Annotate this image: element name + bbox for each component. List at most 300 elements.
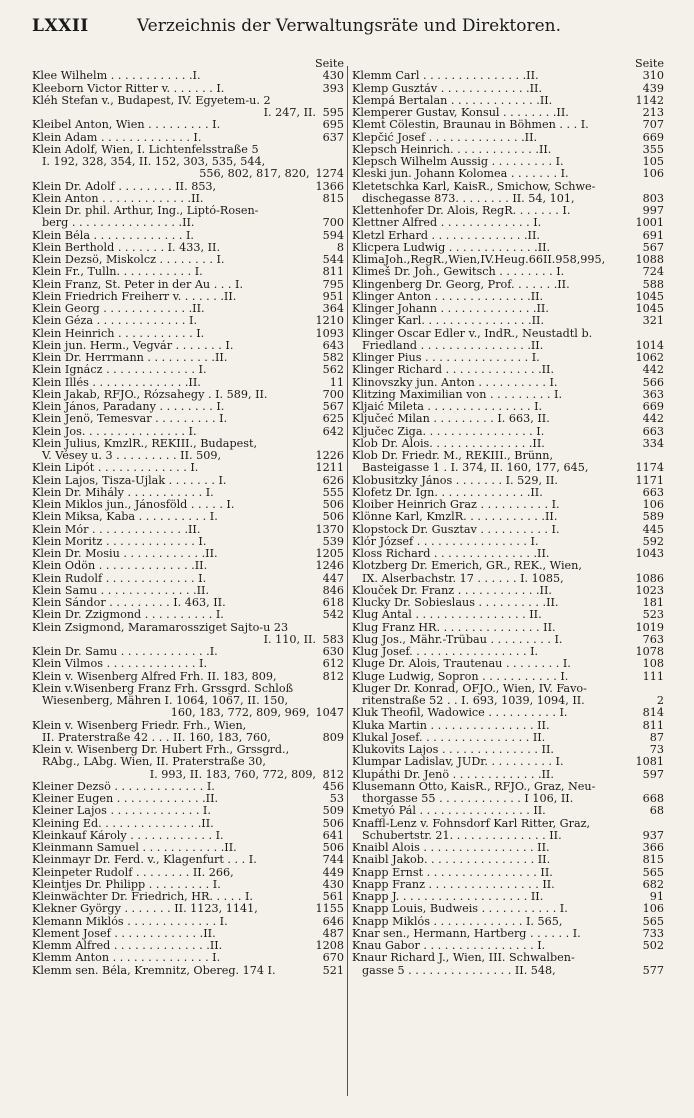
entry-page <box>316 744 344 756</box>
entry-page: 846 <box>322 584 344 597</box>
entry-page: 663 <box>642 486 664 499</box>
entry-text: Klein v. Wisenberg Dr. Hubert Frh., Grssgrd., <box>32 744 290 756</box>
entry-text: Knau Gabor . . . . . . . . . . . . . . . . I. <box>352 940 546 952</box>
index-entry <box>352 818 664 830</box>
entry-page: 566 <box>642 376 664 389</box>
index-entry <box>32 536 344 548</box>
entry-text: Klein v.Wisenberg Franz Frh. Grssgrd. Schloß <box>32 682 294 695</box>
entry-page: 87 <box>649 731 664 744</box>
entry-text: I. 247, II. <box>263 107 316 119</box>
entry-page <box>316 438 344 450</box>
entry-text: RAbg., LAbg. Wien, II. Praterstraße 30, <box>42 756 266 769</box>
entry-text: Knaur Richard J., Wien, III. Schwalben- <box>352 952 575 965</box>
entry-page: 1023 <box>635 584 664 597</box>
entry-text: Kljaić Mileta . . . . . . . . . . . . . . . I. <box>352 401 543 413</box>
entry-text: Klotzberg Dr. Emerich, GR., REK., Wien, <box>352 560 582 573</box>
index-entry <box>32 315 344 327</box>
entry-text: Klein Illés . . . . . . . . . . . . . .II. <box>32 376 201 389</box>
index-entry <box>352 352 664 364</box>
index-entry <box>352 107 664 119</box>
entry-text: Wiesenberg, Mähren I. 1064, 1067, II. 150, <box>42 695 289 707</box>
index-entry <box>32 928 344 940</box>
entry-text: Klekner György . . . . . . . II. 1123, 1141, <box>32 903 258 916</box>
index-entry <box>352 805 664 817</box>
entry-text: Klein Dr. Zzigmond . . . . . . . . . . I. <box>32 609 224 622</box>
index-entry <box>32 303 344 315</box>
entry-text: Klemperer Gustav, Konsul . . . . . . . .II. <box>352 107 569 119</box>
entry-page: 1208 <box>315 940 344 952</box>
entry-page: 668 <box>642 793 664 805</box>
entry-text: Klein Fr., Tulln. . . . . . . . . . . I. <box>32 266 203 279</box>
entry-text: Klupáthi Dr. Jenö . . . . . . . . . . . . .II. <box>352 768 554 781</box>
entry-text: Klinger Richard . . . . . . . . . . . . . .II. <box>352 364 555 377</box>
entry-text: Klein Dr. Herrmann . . . . . . . . . .II. <box>32 352 228 364</box>
entry-page: 1093 <box>315 327 344 340</box>
entry-page: 1045 <box>635 290 664 303</box>
entry-text: Klein Julius, KmzlR., REKIII., Budapest, <box>32 437 258 450</box>
entry-text: Kleiner Lajos . . . . . . . . . . . . . I. <box>32 805 211 818</box>
entry-text: Knapp J. . . . . . . . . . . . . . . . . . . II. <box>352 891 544 903</box>
entry-page: 506 <box>322 817 344 830</box>
entry-text: Kleibel Anton, Wien . . . . . . . . . I. <box>32 119 221 132</box>
entry-text: Knaibl Alois . . . . . . . . . . . . . . . . II. <box>352 842 550 854</box>
index-entry <box>352 205 664 217</box>
entry-page <box>316 622 344 634</box>
entry-page: 447 <box>322 572 344 585</box>
entry-text: Klein Heinrich . . . . . . . . . . . I. <box>32 327 205 340</box>
index-entry <box>352 475 664 487</box>
entry-text: Klitzing Maximilian von . . . . . . . . . I. <box>352 388 562 401</box>
index-entry <box>352 377 664 389</box>
entry-page: 1171 <box>635 474 664 487</box>
entry-text: Klemann Miklós . . . . . . . . . . . . . I. <box>32 915 228 928</box>
entry-text: Kleiner Eugen . . . . . . . . . . . . .II. <box>32 793 219 805</box>
index-entry <box>32 940 344 952</box>
index-entry <box>32 805 344 817</box>
entry-page <box>316 144 344 156</box>
entry-text: I. 192, 328, 354, II. 152, 303, 535, 544, <box>42 156 266 168</box>
entry-page: 1047 <box>315 707 344 720</box>
entry-page: 439 <box>642 82 664 95</box>
entry-text: Klein Miklos jun., Jánosföld . . . . . I. <box>32 499 235 511</box>
index-entry <box>352 585 664 597</box>
entry-page: 539 <box>322 535 344 548</box>
index-entry <box>32 683 344 695</box>
entry-text: Knapp Miklós . . . . . . . . . . . . . I. 565, <box>352 915 563 928</box>
entry-text: Knapp Louis, Budweis . . . . . . . . . . . I. <box>352 903 568 916</box>
index-entry <box>352 842 664 854</box>
entry-text: dischegasse 873. . . . . . . . II. 54, 101, <box>362 192 575 205</box>
index-entry <box>352 217 664 229</box>
entry-text: Klinger Anton . . . . . . . . . . . . . .II. <box>352 290 544 303</box>
entry-page: 506 <box>322 842 344 854</box>
index-entry <box>352 536 664 548</box>
entry-text: Klein Adolf, Wien, I. Lichtenfelsstraße 5 <box>32 143 259 156</box>
index-entry <box>32 242 344 254</box>
index-entry <box>352 462 664 474</box>
entry-text: Klein Anton . . . . . . . . . . . . .II. <box>32 192 204 205</box>
index-entry <box>32 842 344 854</box>
index-entry <box>32 340 344 352</box>
index-entry <box>352 854 664 866</box>
entry-text: Klór József . . . . . . . . . . . . . . . . I. <box>352 535 539 548</box>
entry-page: 733 <box>642 927 664 940</box>
entry-text: Klepčić Josef . . . . . . . . . . . . . .II. <box>352 131 538 144</box>
entry-page: 334 <box>642 437 664 450</box>
entry-text: Klicpera Ludwig . . . . . . . . . . . . .II. <box>352 241 551 254</box>
entry-text: Kluge Dr. Alois, Trautenau . . . . . . . . I. <box>352 658 571 671</box>
index-entry <box>32 499 344 511</box>
index-entry <box>32 854 344 866</box>
entry-text: Klein v. Wisenberg Alfred Frh. II. 183, 809, <box>32 670 277 683</box>
index-entry <box>32 450 344 462</box>
entry-page: 105 <box>642 156 664 168</box>
entry-page: 815 <box>322 192 344 205</box>
entry-page: 669 <box>642 401 664 413</box>
entry-page: 509 <box>322 805 344 818</box>
entry-page: 643 <box>322 339 344 352</box>
entry-page <box>636 781 664 793</box>
entry-page: 442 <box>642 364 664 377</box>
entry-page: 582 <box>322 352 344 364</box>
entry-text: Klouček Dr. Franz . . . . . . . . . . . .II. <box>352 584 552 597</box>
entry-text: Kletetschka Karl, KaisR., Smichow, Schwe- <box>352 180 596 193</box>
entry-text: Klein Rudolf . . . . . . . . . . . . . I. <box>32 572 207 585</box>
index-entry <box>352 867 664 879</box>
index-entry <box>32 952 344 964</box>
index-entry <box>32 720 344 732</box>
entry-page: 111 <box>642 670 664 683</box>
entry-text: Klein Miksa, Kaba . . . . . . . . . . I. <box>32 511 218 524</box>
entry-text: Knar sen., Hermann, Hartberg . . . . . . I. <box>352 927 581 940</box>
index-entry <box>352 634 664 646</box>
entry-page: 1001 <box>635 217 664 230</box>
entry-text: Klein Jenö, Temesvar . . . . . . . . . I. <box>32 413 228 426</box>
index-entry <box>32 168 344 180</box>
entry-page: 642 <box>322 425 344 438</box>
entry-text: IX. Alserbachstr. 17 . . . . . . I. 1085, <box>362 572 564 585</box>
entry-page: 1088 <box>635 254 664 266</box>
entry-page: 521 <box>322 964 344 977</box>
entry-page: 91 <box>649 891 664 903</box>
entry-text: Klukal Josef. . . . . . . . . . . . . . . . II. <box>352 731 546 744</box>
entry-page: 1014 <box>635 339 664 352</box>
entry-page: 594 <box>322 229 344 242</box>
index-entry <box>32 426 344 438</box>
entry-text: Klein Dr. Mosiu . . . . . . . . . . . .II. <box>32 548 218 560</box>
entry-text: Klob Dr. Friedr. M., REKIII., Brünn, <box>352 450 554 462</box>
index-entry <box>32 830 344 842</box>
entry-page: 1174 <box>635 462 664 475</box>
index-entry <box>352 266 664 278</box>
index-entry <box>352 156 664 168</box>
entry-page: 1205 <box>315 548 344 560</box>
entry-text: Klein Dr. Mihály . . . . . . . . . . . I. <box>32 486 214 499</box>
entry-text: Klopstock Dr. Gusztav . . . . . . . . . . I. <box>352 523 560 536</box>
index-entry <box>352 683 664 695</box>
entry-page <box>316 756 344 768</box>
entry-text: Klug Jos., Mähr.-Trübau . . . . . . . . . I. <box>352 633 563 646</box>
entry-page: 561 <box>322 891 344 903</box>
entry-text: Klinger Karl. . . . . . . . . . . . . . . .II. <box>352 315 544 328</box>
entry-page: 366 <box>642 842 664 854</box>
entry-page: 487 <box>322 927 344 940</box>
entry-page: 641 <box>322 829 344 842</box>
index-entry <box>352 511 664 523</box>
index-entry <box>32 585 344 597</box>
entry-page <box>636 181 664 193</box>
entry-text: Klein János, Paradany . . . . . . . . I. <box>32 401 225 413</box>
entry-page: 1142 <box>635 94 664 107</box>
entry-text: Kléh Stefan v., Budapest, IV. Egyetem-u. 2 <box>32 94 271 107</box>
index-entry <box>32 462 344 474</box>
entry-page: 555 <box>322 486 344 499</box>
entry-page: 562 <box>322 364 344 377</box>
entry-page: 1211 <box>315 462 344 475</box>
entry-page: 937 <box>642 829 664 842</box>
entry-text: Klein Dr. Adolf . . . . . . . . II. 853, <box>32 180 217 193</box>
index-entry <box>32 732 344 744</box>
index-entry <box>352 609 664 621</box>
entry-text: Klinger Oscar Edler v., IndR., Neustadtl b. <box>352 327 593 340</box>
entry-text: Klusemann Otto, KaisR., RFJO., Graz, Neu- <box>352 780 596 793</box>
entry-page <box>316 95 344 107</box>
entry-page: 1155 <box>315 903 344 916</box>
index-entry <box>32 609 344 621</box>
entry-text: Klinger Pius . . . . . . . . . . . . . . . I. <box>352 352 540 364</box>
index-entry <box>32 107 344 119</box>
entry-text: Klimeš Dr. Joh., Gewitsch . . . . . . . . I. <box>352 266 565 279</box>
index-entry <box>32 781 344 793</box>
entry-page: 1078 <box>635 646 664 658</box>
entry-page <box>636 683 664 695</box>
index-entry <box>352 707 664 719</box>
entry-page: 181 <box>642 597 664 609</box>
entry-text: Klement Josef . . . . . . . . . . . . .II. <box>32 927 216 940</box>
index-entry <box>352 597 664 609</box>
entry-page: 1081 <box>635 756 664 769</box>
entry-page: 567 <box>642 241 664 254</box>
entry-text: Kluge Ludwig, Sopron . . . . . . . . . . . I. <box>352 670 569 683</box>
index-entry <box>32 217 344 229</box>
entry-page: 812 <box>322 768 344 781</box>
index-entry <box>352 438 664 450</box>
entry-page <box>316 720 344 732</box>
entry-text: Klettner Alfred . . . . . . . . . . . . . I. <box>352 217 542 230</box>
index-entry <box>32 475 344 487</box>
index-entry <box>32 401 344 413</box>
index-entry <box>352 95 664 107</box>
index-entry <box>32 573 344 585</box>
index-entry <box>32 756 344 768</box>
index-entry <box>352 732 664 744</box>
index-entry <box>32 879 344 891</box>
index-entry <box>32 695 344 707</box>
index-entry <box>352 940 664 952</box>
entry-page: 811 <box>642 719 664 732</box>
index-entry <box>352 119 664 131</box>
index-entry <box>32 83 344 95</box>
index-entry <box>32 658 344 670</box>
index-entry <box>352 328 664 340</box>
entry-page: 363 <box>642 388 664 401</box>
index-entry <box>352 132 664 144</box>
entry-page <box>316 156 344 168</box>
index-entry <box>352 242 664 254</box>
entry-text: Kleinwächter Dr. Friedrich, HR. . . . . I. <box>32 891 253 903</box>
entry-text: Klein Béla . . . . . . . . . . . . . I. <box>32 229 194 242</box>
entry-page: 430 <box>322 878 344 891</box>
index-entry <box>32 867 344 879</box>
entry-page <box>636 328 664 340</box>
entry-text: Klettenhofer Dr. Alois, RegR. . . . . . . I. <box>352 205 571 217</box>
entry-page: 108 <box>642 658 664 671</box>
index-entry <box>32 144 344 156</box>
entry-page: 1086 <box>635 572 664 585</box>
entry-text: Kletzl Erhard . . . . . . . . . . . . . .II. <box>352 229 540 242</box>
entry-text: Klingenberg Dr. Georg, Prof. . . . . . .II. <box>352 278 570 291</box>
index-entry <box>352 279 664 291</box>
index-entry <box>32 524 344 536</box>
entry-page: 106 <box>642 168 664 181</box>
entry-text: Klee Wilhelm . . . . . . . . . . . .I. <box>32 70 201 83</box>
entry-text: Klempá Bertalan . . . . . . . . . . . . .II. <box>352 94 553 107</box>
entry-page <box>636 818 664 830</box>
entry-page <box>316 205 344 217</box>
entry-text: Klepsch Wilhelm Aussig . . . . . . . . . I. <box>352 156 564 168</box>
index-entry <box>32 891 344 903</box>
entry-page: 663 <box>642 425 664 438</box>
entry-text: Ključec Žiga. . . . . . . . . . . . . . . . I. <box>352 425 545 438</box>
index-entry <box>352 658 664 670</box>
column-divider <box>347 66 348 1096</box>
entry-page: 449 <box>322 866 344 879</box>
entry-page: 502 <box>642 940 664 952</box>
index-entry <box>352 401 664 413</box>
index-entry <box>352 671 664 683</box>
index-entry <box>352 487 664 499</box>
index-entry <box>352 144 664 156</box>
entry-text: Klein Géza . . . . . . . . . . . . . I. <box>32 315 198 328</box>
index-entry <box>32 377 344 389</box>
entry-page: 523 <box>642 609 664 622</box>
index-entry <box>32 119 344 131</box>
entry-text: Kleiner Dezsö . . . . . . . . . . . . . I. <box>32 780 215 793</box>
entry-page: 430 <box>322 70 344 83</box>
index-entry <box>32 597 344 609</box>
entry-text: Kleinpeter Rudolf . . . . . . . . II. 266, <box>32 866 234 879</box>
index-entry <box>32 634 344 646</box>
index-entry <box>352 903 664 915</box>
index-entry <box>32 266 344 278</box>
index-entry <box>352 744 664 756</box>
index-entry <box>352 646 664 658</box>
entry-page <box>636 560 664 572</box>
entry-text: Knapp Ernst . . . . . . . . . . . . . . . . II. <box>352 866 553 879</box>
entry-text: Klemm Alfred . . . . . . . . . . . . . .II. <box>32 940 223 952</box>
entry-text: Klobusitzky János . . . . . . . I. 529, II. <box>352 474 558 487</box>
entry-text: Klemp Gusztáv . . . . . . . . . . . . .II. <box>352 82 543 95</box>
entry-text: Klein Franz, St. Peter in der Au . . . I. <box>32 278 244 291</box>
entry-text: I. 110, II. <box>263 633 316 646</box>
entry-text: Kleski jun. Johann Kolomea . . . . . . . I. <box>352 168 569 181</box>
entry-page: 724 <box>642 266 664 279</box>
index-entry <box>32 560 344 572</box>
entry-text: Knaffl-Lenz v. Fohnsdorf Karl Ritter, Graz, <box>352 817 591 830</box>
entry-text: Schubertstr. 21. . . . . . . . . . . . . . II. <box>362 829 562 842</box>
entry-list <box>32 70 344 977</box>
index-entry <box>32 193 344 205</box>
index-entry <box>32 744 344 756</box>
index-entry <box>352 928 664 940</box>
entry-text: Kleining Ed. . . . . . . . . . . . . . .II. <box>32 817 214 830</box>
index-entry <box>352 622 664 634</box>
index-entry <box>32 328 344 340</box>
entry-text: thorgasse 55 . . . . . . . . . . . . I 106, II. <box>362 793 574 805</box>
entry-page: 595 <box>322 107 344 119</box>
index-entry <box>32 254 344 266</box>
index-entry <box>352 793 664 805</box>
left-column <box>32 58 344 977</box>
entry-text: Klein Berthold . . . . . . . I. 433, II. <box>32 241 220 254</box>
entry-text: Kmetyó Pál . . . . . . . . . . . . . . . . II. <box>352 805 546 818</box>
entry-page <box>636 952 664 964</box>
entry-text: Friedland . . . . . . . . . . . . . . . .II. <box>362 339 544 352</box>
index-entry <box>352 303 664 315</box>
entry-page: 544 <box>322 254 344 266</box>
entry-page: 691 <box>642 229 664 242</box>
entry-page: 567 <box>322 401 344 413</box>
index-entry <box>352 548 664 560</box>
entry-text: Klob Dr. Alois. . . . . . . . . . . . . . .II. <box>352 437 545 450</box>
entry-page: 11 <box>329 376 344 389</box>
entry-page: 951 <box>322 290 344 303</box>
entry-page: 625 <box>322 413 344 426</box>
entry-text: 160, 183, 772, 809, 969, <box>170 707 310 720</box>
index-entry <box>352 695 664 707</box>
entry-text: Klein Sándor . . . . . . . . . I. 463, II. <box>32 597 226 609</box>
entry-page <box>636 450 664 462</box>
entry-page: 744 <box>322 854 344 867</box>
index-entry <box>32 230 344 242</box>
entry-page: 646 <box>322 915 344 928</box>
entry-text: Klein jun. Herm., Vegvár . . . . . . . I. <box>32 339 234 352</box>
entry-page: 695 <box>322 119 344 132</box>
index-entry <box>32 352 344 364</box>
page-number: LXXII <box>32 16 89 36</box>
entry-text: Basteigasse 1 . I. 374, II. 160, 177, 645, <box>362 462 589 475</box>
entry-text: Kleeborn Victor Ritter v. . . . . . . I. <box>32 82 225 95</box>
index-entry <box>352 364 664 376</box>
entry-page: 612 <box>322 658 344 671</box>
entry-text: Klinger Johann . . . . . . . . . . . . . .II. <box>352 303 549 315</box>
entry-page: 68 <box>649 805 664 818</box>
index-entry <box>352 499 664 511</box>
index-entry <box>32 389 344 401</box>
entry-page: 542 <box>322 609 344 622</box>
entry-text: Klemt Cölestin, Braunau in Böhmen . . . I. <box>352 119 589 132</box>
entry-page: 565 <box>642 866 664 879</box>
entry-page: 700 <box>322 217 344 230</box>
entry-text: Klofetz Dr. Ign. . . . . . . . . . . . . .II. <box>352 486 543 499</box>
entry-text: Kleinmayr Dr. Ferd. v., Klagenfurt . . . I. <box>32 854 257 867</box>
entry-text: V. Vésey u. 3 . . . . . . . . . II. 509, <box>42 450 222 462</box>
entry-text: ritenstraße 52 . . I. 693, 1039, 1094, II. <box>362 695 585 707</box>
index-entry <box>352 291 664 303</box>
entry-text: Klein v. Wisenberg Friedr. Frh., Wien, <box>32 719 247 732</box>
entry-text: Klug Franz HR. . . . . . . . . . . . . . . II. <box>352 621 556 634</box>
index-entry <box>352 389 664 401</box>
